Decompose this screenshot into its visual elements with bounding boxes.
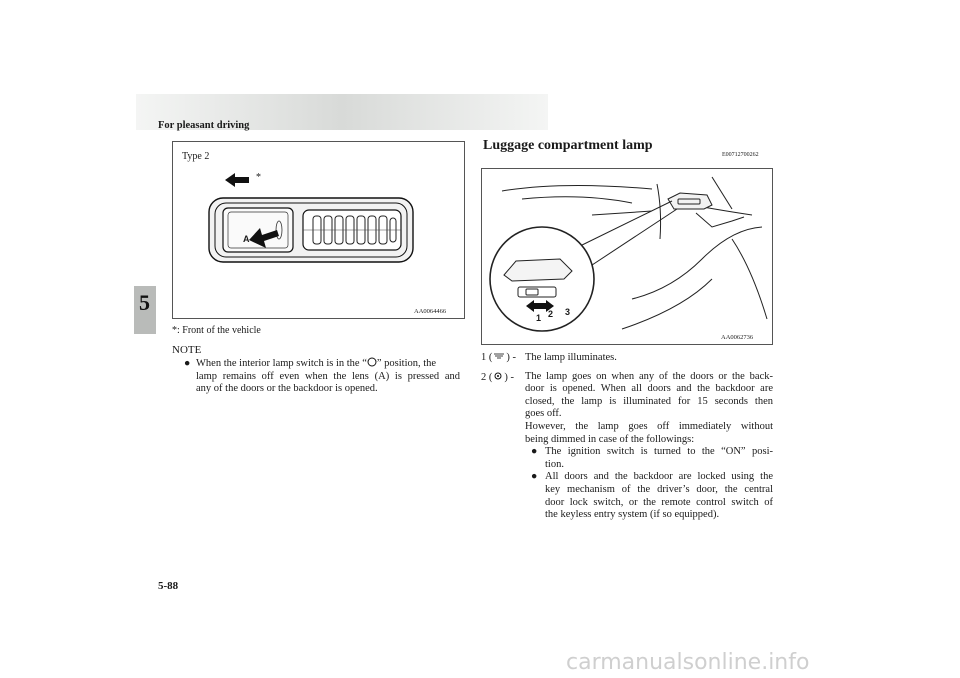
luggage-lamp-title: Luggage compartment lamp [483,138,653,153]
position-number-3: 3 [565,307,571,317]
position-label-2: 2 ( ) - [481,371,514,383]
watermark: carmanualsonline.info [566,650,810,675]
note-heading: NOTE [172,344,202,356]
front-asterisk: * [256,172,261,183]
lamp-switch-illustration [173,142,464,318]
bullet-item-1: ● The ignition switch is turned to the “ON” posi- tion. [525,446,773,471]
position-desc-1: The lamp illuminates. [525,352,617,363]
position-label-1: 1 ( ) - [481,352,516,363]
chapter-number: 5 [139,290,150,315]
lamp-on-icon [492,352,506,360]
luggage-lamp-figure [481,168,773,345]
note-line-1: ● When the interior lamp switch is in the “ ” position, the [184,358,437,369]
left-figure [172,141,465,319]
bullet-icon: ● [531,471,538,483]
bullet-icon: ● [184,358,191,369]
bullet-icon: ● [531,446,538,458]
position-number-2: 2 [548,309,554,319]
section-title: For pleasant driving [158,120,250,131]
luggage-figure-code: AA0062736 [721,334,754,341]
front-arrow-icon [225,173,249,187]
position-item-2 [481,371,773,522]
luggage-lamp-illustration [482,169,772,344]
page-number: 5-88 [158,580,179,592]
lamp-off-icon [367,357,377,367]
figure-footnote: *: Front of the vehicle [172,325,261,336]
callout-a: A [243,234,250,244]
figure-type-label: Type 2 [182,151,210,162]
position-item-1 [481,352,773,365]
note-line-2: lamp remains off even when the lens (A) is pressed and [196,370,460,382]
figure-code: AA0064466 [414,308,447,315]
position-desc-2: The lamp goes on when any of the doors or the back- door is opened. When all doors and the backdoor are closed, the lamp is illuminated for 15 seconds then goes off. However, the lamp goes off immediately without being dimmed in case of the followings: ● The ignition switch is turned to the “ON” posi- tion. ● All doors and the backdoor are locked using the key mechanism of the driver’s door, the central door lock switch, or the remote control switch of the keyless entry system (if so equipped). [525,370,773,521]
luggage-section-code: E00712700262 [722,152,759,158]
door-icon [492,371,504,381]
position-number-1: 1 [536,313,542,323]
position-list [481,352,773,522]
bullet-item-2: ● All doors and the backdoor are locked using the key mechanism of the driver’s door, the central door lock switch, or the remote control switch of the keyless entry system (if so equipped). [525,471,773,521]
note-body [184,357,460,396]
note-line-3: any of the doors or the backdoor is opened. [196,383,378,395]
